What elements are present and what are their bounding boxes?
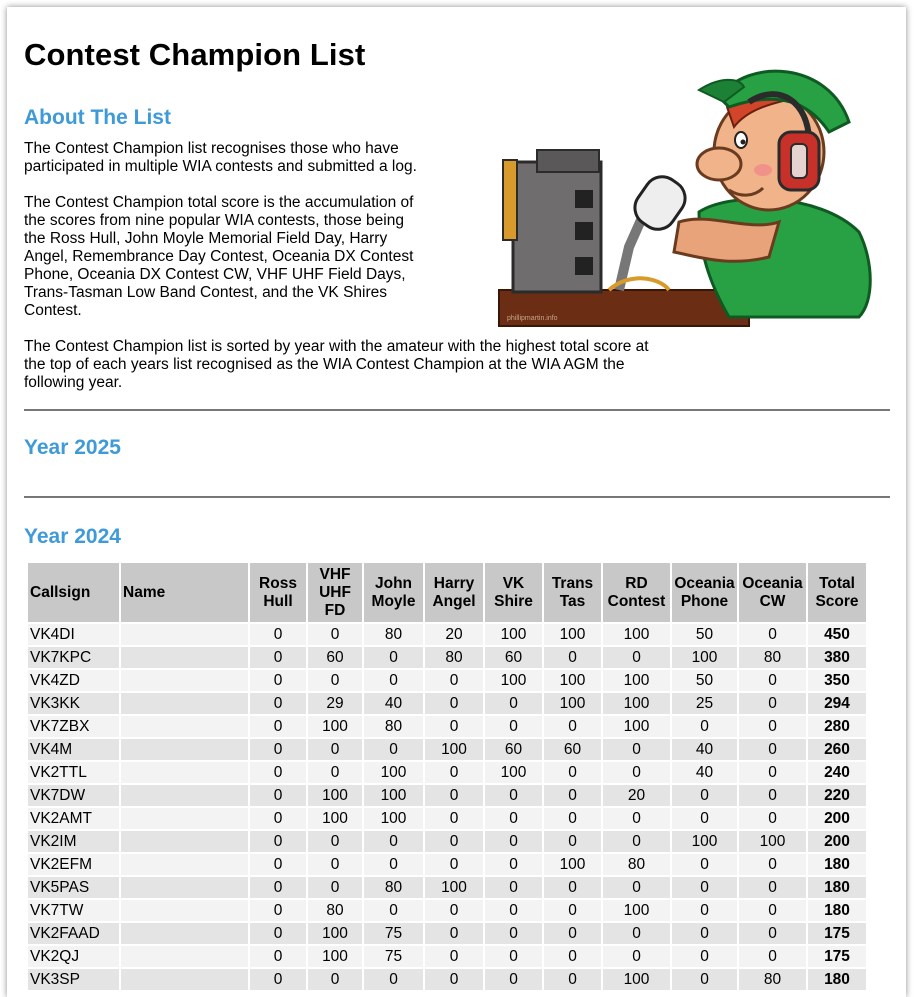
name-cell [121,900,248,921]
table-row [28,877,866,898]
total-score-cell: 260 [808,739,866,760]
score-cell: 100 [485,624,542,645]
score-cell: 100 [364,808,423,829]
total-score-cell: 294 [808,693,866,714]
score-cell: 0 [364,900,423,921]
about-heading: About The List [24,106,171,129]
table-row [28,739,866,760]
contest-scores-table [26,561,868,992]
year-2025-heading: Year 2025 [24,436,121,459]
score-cell: 0 [425,670,483,691]
score-cell: 80 [364,716,423,737]
about-paragraph-3 [24,338,664,392]
score-cell: 20 [603,785,670,806]
table-row [28,624,866,645]
section-divider-1 [24,409,890,411]
year-2024-heading: Year 2024 [24,525,121,548]
total-score-cell: 220 [808,785,866,806]
score-cell: 0 [672,808,737,829]
score-cell: 0 [485,969,542,990]
score-cell: 0 [250,624,306,645]
score-cell: 0 [485,785,542,806]
score-cell: 0 [250,969,306,990]
score-cell: 0 [250,854,306,875]
score-cell: 100 [308,946,362,967]
score-cell: 0 [425,693,483,714]
score-cell: 0 [364,739,423,760]
score-cell: 0 [603,831,670,852]
total-score-cell: 180 [808,854,866,875]
name-cell [121,647,248,668]
name-cell [121,808,248,829]
name-cell [121,624,248,645]
score-cell: 0 [603,808,670,829]
score-cell: 0 [603,762,670,783]
score-cell: 0 [250,716,306,737]
score-cell: 0 [672,969,737,990]
score-cell: 0 [739,739,806,760]
score-cell: 0 [544,946,601,967]
score-cell: 100 [308,808,362,829]
score-cell: 0 [425,900,483,921]
total-score-cell: 200 [808,831,866,852]
name-cell [121,969,248,990]
score-cell: 0 [485,716,542,737]
score-cell: 40 [672,739,737,760]
score-cell: 0 [739,785,806,806]
score-cell: 100 [364,762,423,783]
score-cell: 0 [485,854,542,875]
score-cell: 0 [544,647,601,668]
score-cell: 20 [425,624,483,645]
score-cell: 0 [308,969,362,990]
score-cell: 0 [603,647,670,668]
score-cell: 0 [308,670,362,691]
score-cell: 80 [364,624,423,645]
score-cell: 0 [250,900,306,921]
section-divider-2 [24,496,890,498]
score-cell: 0 [250,923,306,944]
total-score-cell: 450 [808,624,866,645]
callsign-cell: VK2EFM [28,854,119,875]
total-score-cell: 280 [808,716,866,737]
column-header: John Moyle [364,563,423,622]
score-cell: 100 [308,923,362,944]
score-cell: 0 [485,831,542,852]
total-score-cell: 200 [808,808,866,829]
column-header: Oceania Phone [672,563,737,622]
score-cell: 100 [603,670,670,691]
score-cell: 0 [739,854,806,875]
table-row [28,762,866,783]
name-cell [121,923,248,944]
about-paragraph-3-text: The Contest Champion list is sorted by year with the amateur with the highest total score at the top of each years list recognised as the WIA Contest Champion at the WIA AGM the following year. [24,338,649,391]
callsign-cell: VK2AMT [28,808,119,829]
name-cell [121,854,248,875]
score-cell: 0 [485,900,542,921]
score-cell: 0 [425,969,483,990]
name-cell [121,785,248,806]
table-row [28,716,866,737]
score-cell: 0 [672,946,737,967]
table-row [28,785,866,806]
page-container [7,7,906,997]
column-header: Oceania CW [739,563,806,622]
score-cell: 60 [485,739,542,760]
score-cell: 0 [308,739,362,760]
score-cell: 0 [739,923,806,944]
score-cell: 0 [308,831,362,852]
score-cell: 0 [485,693,542,714]
score-cell: 100 [308,716,362,737]
total-score-cell: 180 [808,900,866,921]
column-header: VHF UHF FD [308,563,362,622]
callsign-cell: VK5PAS [28,877,119,898]
score-cell: 0 [739,716,806,737]
score-cell: 0 [364,854,423,875]
score-cell: 100 [603,693,670,714]
score-cell: 0 [308,877,362,898]
score-cell: 60 [544,739,601,760]
score-cell: 25 [672,693,737,714]
column-header: RD Contest [603,563,670,622]
total-score-cell: 180 [808,969,866,990]
score-cell: 100 [672,831,737,852]
score-cell: 80 [308,900,362,921]
callsign-cell: VK4M [28,739,119,760]
name-cell [121,670,248,691]
callsign-cell: VK2FAAD [28,923,119,944]
table-header-row [28,563,866,622]
score-cell: 0 [544,785,601,806]
table-body [28,624,866,990]
score-cell: 40 [364,693,423,714]
score-cell: 0 [308,624,362,645]
score-cell: 0 [250,877,306,898]
score-cell: 0 [425,923,483,944]
score-cell: 0 [739,624,806,645]
score-cell: 0 [364,831,423,852]
name-cell [121,946,248,967]
score-cell: 0 [739,693,806,714]
score-cell: 0 [308,854,362,875]
score-cell: 50 [672,670,737,691]
score-cell: 80 [603,854,670,875]
score-cell: 0 [544,877,601,898]
callsign-cell: VK3SP [28,969,119,990]
name-cell [121,831,248,852]
score-cell: 75 [364,923,423,944]
score-cell: 0 [425,808,483,829]
table-row [28,946,866,967]
score-cell: 100 [603,969,670,990]
score-cell: 0 [425,946,483,967]
name-cell [121,716,248,737]
score-cell: 0 [485,877,542,898]
name-cell [121,762,248,783]
score-cell: 0 [425,831,483,852]
callsign-cell: VK2IM [28,831,119,852]
score-cell: 0 [250,831,306,852]
score-cell: 0 [544,923,601,944]
score-cell: 0 [739,877,806,898]
total-score-cell: 175 [808,946,866,967]
table-row [28,969,866,990]
score-cell: 0 [250,647,306,668]
about-paragraph-1: The Contest Champion list recognises those who have participated in multiple WIA contests and submitted a log. [24,140,417,175]
total-score-cell: 180 [808,877,866,898]
column-header: Name [121,563,248,622]
score-cell: 100 [544,670,601,691]
total-score-cell: 350 [808,670,866,691]
score-cell: 100 [425,739,483,760]
total-score-cell: 175 [808,923,866,944]
score-cell: 0 [739,670,806,691]
column-header: Harry Angel [425,563,483,622]
score-cell: 100 [603,716,670,737]
callsign-cell: VK2QJ [28,946,119,967]
score-cell: 0 [250,670,306,691]
score-cell: 60 [308,647,362,668]
score-cell: 0 [739,900,806,921]
score-cell: 0 [544,716,601,737]
callsign-cell: VK4ZD [28,670,119,691]
score-cell: 0 [672,785,737,806]
table-row [28,923,866,944]
score-cell: 100 [544,624,601,645]
score-cell: 0 [544,831,601,852]
score-cell: 100 [364,785,423,806]
score-cell: 50 [672,624,737,645]
score-cell: 100 [485,762,542,783]
score-cell: 0 [425,762,483,783]
score-cell: 40 [672,762,737,783]
name-cell [121,877,248,898]
score-cell: 0 [603,923,670,944]
illustration-credit: phillipmartin.info [507,315,558,322]
score-cell: 0 [485,808,542,829]
score-cell: 0 [425,716,483,737]
score-cell: 0 [603,739,670,760]
name-cell [121,739,248,760]
score-cell: 0 [308,762,362,783]
score-cell: 0 [364,670,423,691]
table-row [28,808,866,829]
score-cell: 0 [425,854,483,875]
score-cell: 75 [364,946,423,967]
total-score-cell: 380 [808,647,866,668]
score-cell: 100 [672,647,737,668]
score-cell: 80 [364,877,423,898]
table-row [28,831,866,852]
score-cell: 80 [739,647,806,668]
column-header: Ross Hull [250,563,306,622]
score-cell: 0 [544,969,601,990]
callsign-cell: VK4DI [28,624,119,645]
total-score-cell: 240 [808,762,866,783]
callsign-cell: VK3KK [28,693,119,714]
score-cell: 100 [544,854,601,875]
table-row [28,854,866,875]
score-cell: 0 [672,716,737,737]
score-cell: 0 [739,808,806,829]
column-header: Trans Tas [544,563,601,622]
score-cell: 0 [250,785,306,806]
score-cell: 0 [250,693,306,714]
table-row [28,670,866,691]
score-cell: 100 [308,785,362,806]
score-cell: 29 [308,693,362,714]
column-header: Total Score [808,563,866,622]
score-cell: 100 [739,831,806,852]
score-cell: 0 [485,946,542,967]
callsign-cell: VK7KPC [28,647,119,668]
score-cell: 0 [672,877,737,898]
score-cell: 0 [603,877,670,898]
score-cell: 0 [364,647,423,668]
callsign-cell: VK2TTL [28,762,119,783]
table-row [28,900,866,921]
score-cell: 0 [739,946,806,967]
score-cell: 80 [739,969,806,990]
score-cell: 100 [485,670,542,691]
score-cell: 0 [544,762,601,783]
score-cell: 0 [672,900,737,921]
name-cell [121,693,248,714]
score-cell: 60 [485,647,542,668]
score-cell: 0 [739,762,806,783]
table-row [28,647,866,668]
ham-radio-operator-illustration [479,62,879,332]
callsign-cell: VK7TW [28,900,119,921]
score-cell: 0 [544,808,601,829]
score-cell: 0 [425,785,483,806]
score-cell: 0 [250,762,306,783]
about-paragraph-2: The Contest Champion total score is the accumulation of the scores from nine popular WIA contests, those being the Ross Hull, John Moyle Memorial Field Day, Harry Angel, Remembrance Day Contest, Oceania DX Contest Phone, Oceania DX Contest CW, VHF UHF Field Days, Trans-Tasman Low Band Contest, and the VK Shires Contest. [24,194,414,319]
score-cell: 100 [603,624,670,645]
score-cell: 0 [250,946,306,967]
score-cell: 0 [250,808,306,829]
score-cell: 80 [425,647,483,668]
column-header: Callsign [28,563,119,622]
callsign-cell: VK7DW [28,785,119,806]
page-title: Contest Champion List [24,37,366,72]
score-cell: 0 [485,923,542,944]
score-cell: 0 [672,854,737,875]
score-cell: 0 [672,923,737,944]
score-cell: 0 [603,946,670,967]
score-cell: 100 [544,693,601,714]
score-cell: 0 [544,900,601,921]
column-header: VK Shire [485,563,542,622]
score-cell: 0 [250,739,306,760]
score-cell: 100 [425,877,483,898]
callsign-cell: VK7ZBX [28,716,119,737]
table-row [28,693,866,714]
score-cell: 0 [364,969,423,990]
score-cell: 100 [603,900,670,921]
